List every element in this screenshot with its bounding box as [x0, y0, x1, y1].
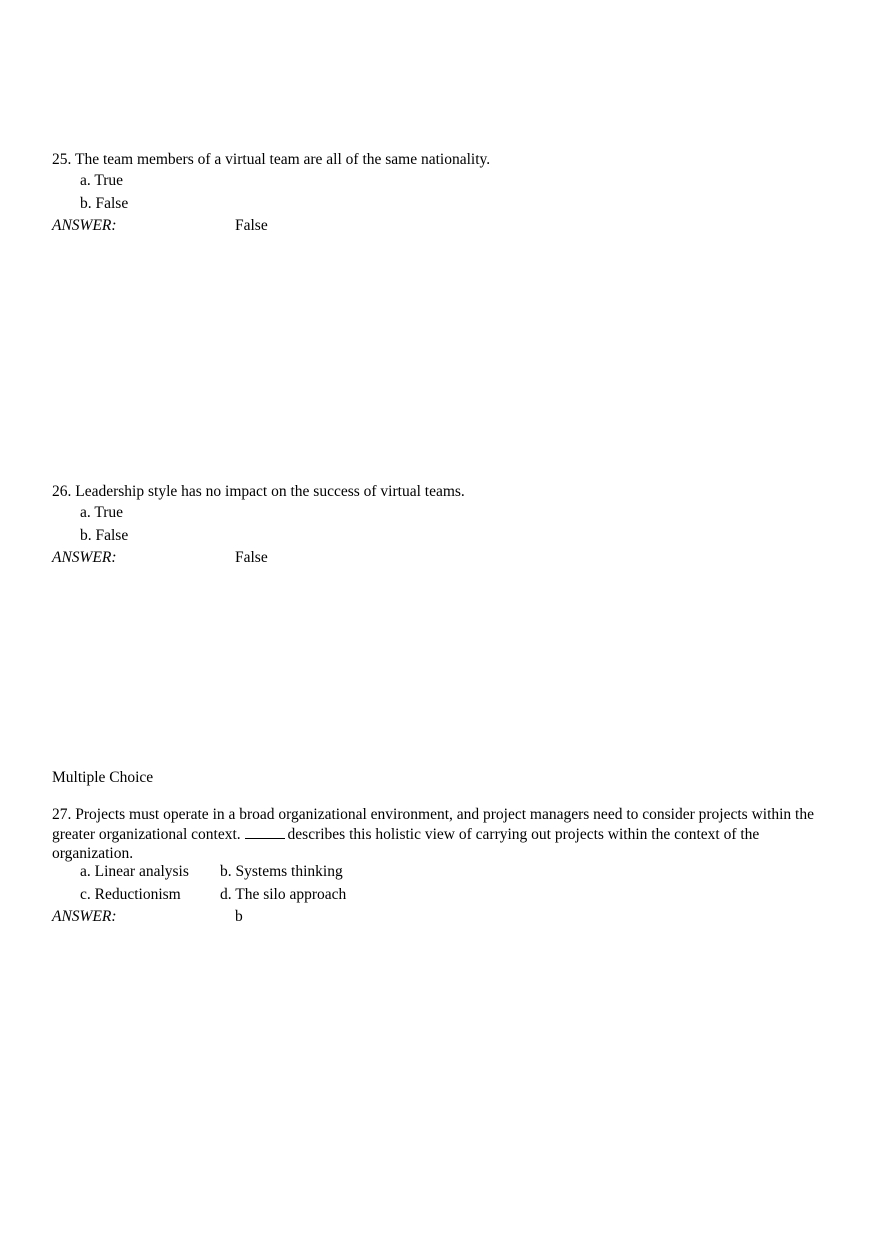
- question-26-option-a: a. True: [80, 504, 124, 521]
- question-25-stem: 25. The team members of a virtual team are all of the same nationality.: [52, 151, 491, 168]
- question-27-option-b: b. Systems thinking: [220, 863, 343, 880]
- question-27-answer-label: ANSWER:: [52, 908, 117, 925]
- question-26-answer: False: [235, 549, 268, 566]
- question-27-stem-part1: 27. Projects must operate in a broad organizational environment, and project managers need to consider projects within the greater organizational context.: [52, 806, 814, 843]
- question-27-option-c: c. Reductionism: [80, 886, 181, 903]
- question-27-option-d: d. The silo approach: [220, 886, 347, 903]
- question-25-answer-label: ANSWER:: [52, 217, 117, 234]
- question-26-option-b: b. False: [80, 527, 129, 544]
- question-26-stem: 26. Leadership style has no impact on the success of virtual teams.: [52, 483, 465, 500]
- section-heading: Multiple Choice: [52, 769, 154, 786]
- question-27-answer: b: [235, 908, 243, 925]
- question-27-stem-part2: describes this holistic view of carrying out projects within the context of the organization.: [52, 825, 760, 862]
- question-27-option-a: a. Linear analysis: [80, 863, 189, 880]
- question-25-option-b: b. False: [80, 195, 129, 212]
- question-25-answer: False: [235, 217, 268, 234]
- fill-in-blank: [245, 826, 285, 839]
- question-25-option-a: a. True: [80, 172, 124, 189]
- question-26-answer-label: ANSWER:: [52, 549, 117, 566]
- question-27-stem: [52, 805, 822, 864]
